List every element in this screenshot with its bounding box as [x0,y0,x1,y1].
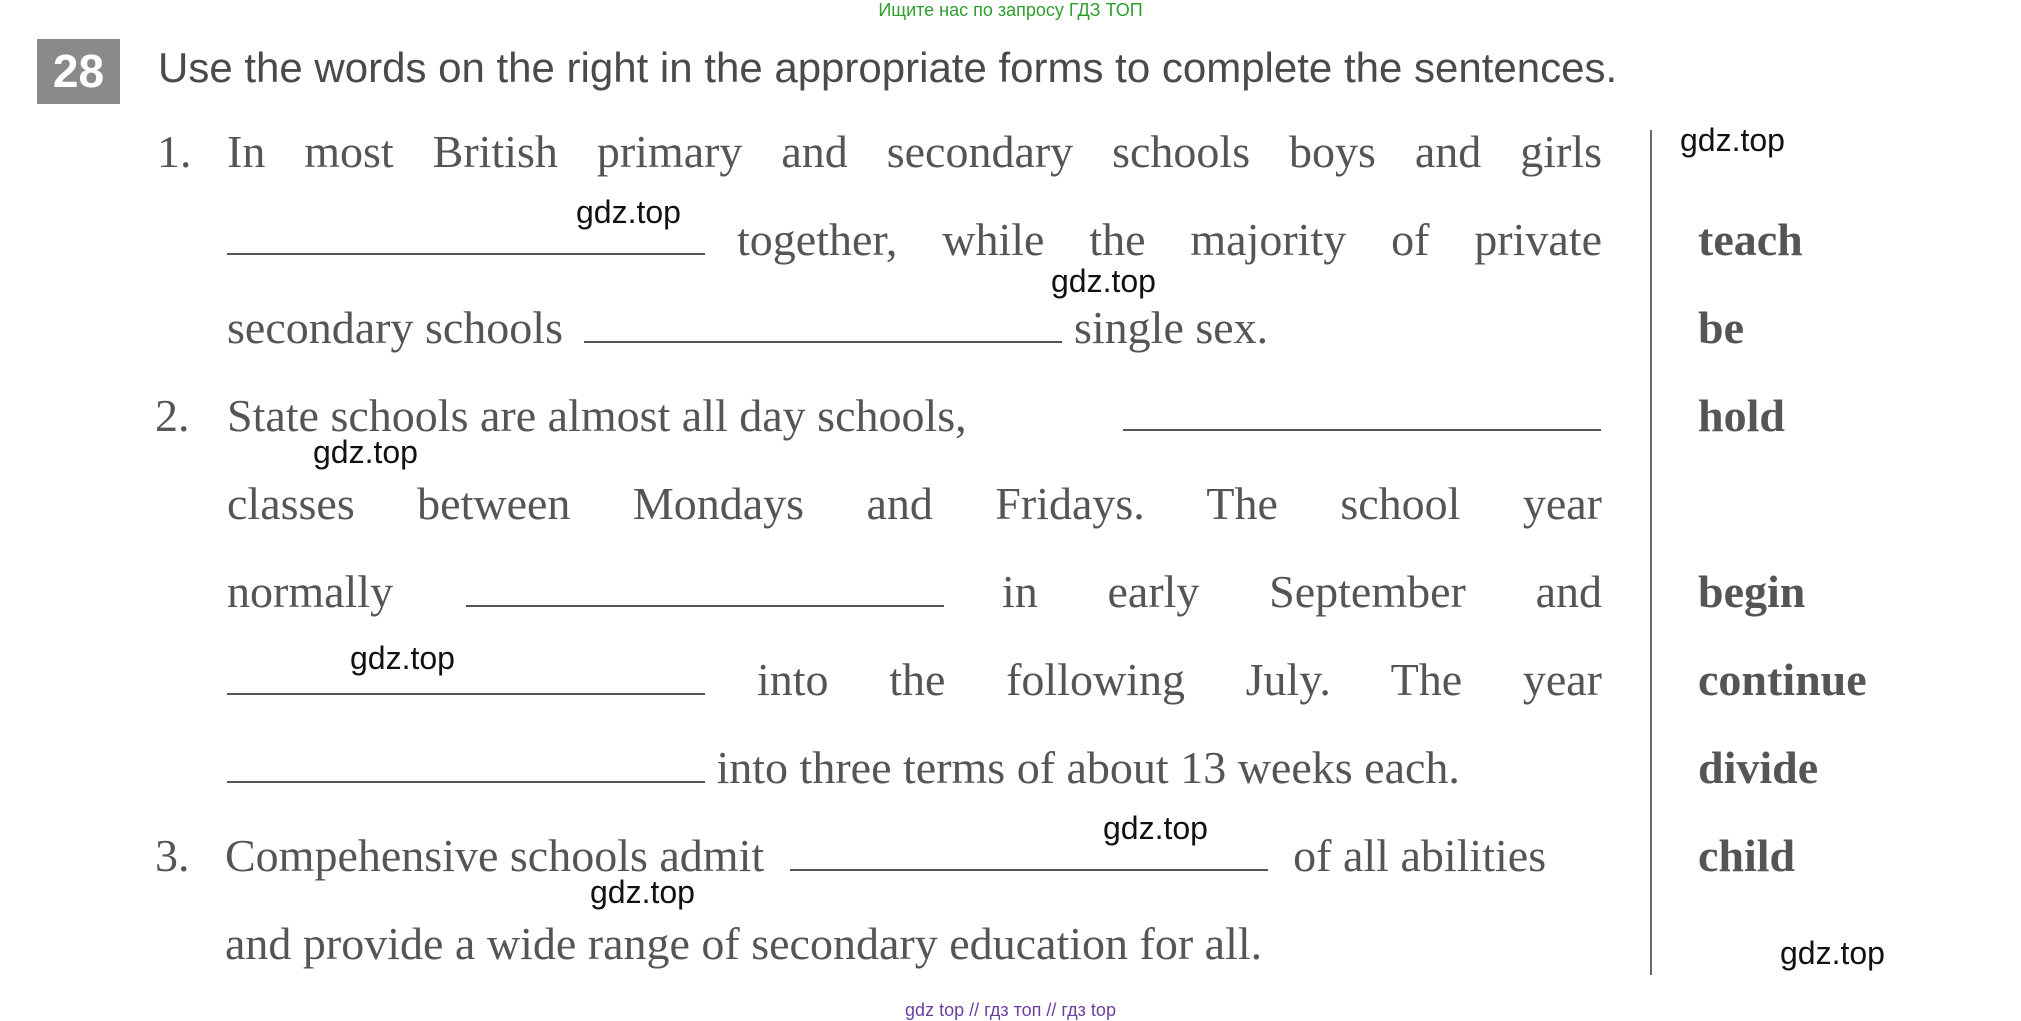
item-1-line-2-text: together, while the majority of private [737,214,1602,265]
answer-blank[interactable] [227,692,705,695]
item-2-line-2: classes between Mondays and Fridays. The school year [227,478,1602,529]
top-banner: Ищите нас по запросу ГДЗ ТОП [878,0,1143,20]
item-2-line-1: State schools are almost all day schools, [227,390,967,441]
word-begin: begin [1698,566,1806,617]
item-3-text-b: of all abilities [1293,830,1547,881]
watermark: gdz.top [1051,263,1156,299]
watermark: gdz.top [350,640,455,676]
answer-blank[interactable] [790,868,1268,871]
item-2-line-5 [227,741,1460,794]
item-2-line-4-text: into the following July. The year [757,654,1602,705]
item-1-line-1: In most British primary and secondary schools boys and girls [227,126,1602,177]
word-divide: divide [1698,742,1819,793]
item-3-text-a: Compehensive schools admit [225,830,765,881]
item-number-2: 2. [155,390,190,441]
item-1-text-a: secondary schools [227,302,563,353]
answer-blank[interactable] [227,252,705,255]
exercise-instruction: Use the words on the right in the appropriate forms to complete the sentences. [158,44,1618,91]
item-3-line-1 [225,829,1546,882]
exercise-number-badge: 28 [37,39,120,104]
footer: gdz top // гдз топ // гдз top [905,1000,1116,1020]
item-2-line-5-text: into three terms of about 13 weeks each. [716,742,1460,793]
word-bank-divider [1650,130,1652,975]
item-2-line-3-blank [466,565,944,618]
watermark: gdz.top [313,434,418,470]
word-continue: continue [1698,654,1867,705]
watermark: gdz.top [1103,810,1208,846]
answer-blank[interactable] [227,780,705,783]
word-child: child [1698,830,1796,881]
word-teach: teach [1698,214,1803,265]
item-1-text-b: single sex. [1073,302,1269,353]
answer-blank[interactable] [1123,428,1601,431]
answer-blank[interactable] [466,604,944,607]
item-2-line-3-text: in early September and [1002,566,1602,617]
answer-blank[interactable] [584,340,1062,343]
watermark: gdz.top [1780,935,1885,971]
watermark: gdz.top [576,194,681,230]
item-2-line-4 [227,653,705,706]
word-hold: hold [1698,390,1785,441]
item-1-line-3 [227,301,1268,354]
item-2-line-1-blank [1123,389,1601,442]
watermark: gdz.top [1680,122,1785,158]
item-number-1: 1. [157,126,192,177]
word-be: be [1698,302,1744,353]
watermark: gdz.top [590,874,695,910]
item-number-3: 3. [155,830,190,881]
item-3-line-2: and provide a wide range of secondary education for all. [225,918,1263,969]
item-2-line-3: normally [227,566,394,617]
